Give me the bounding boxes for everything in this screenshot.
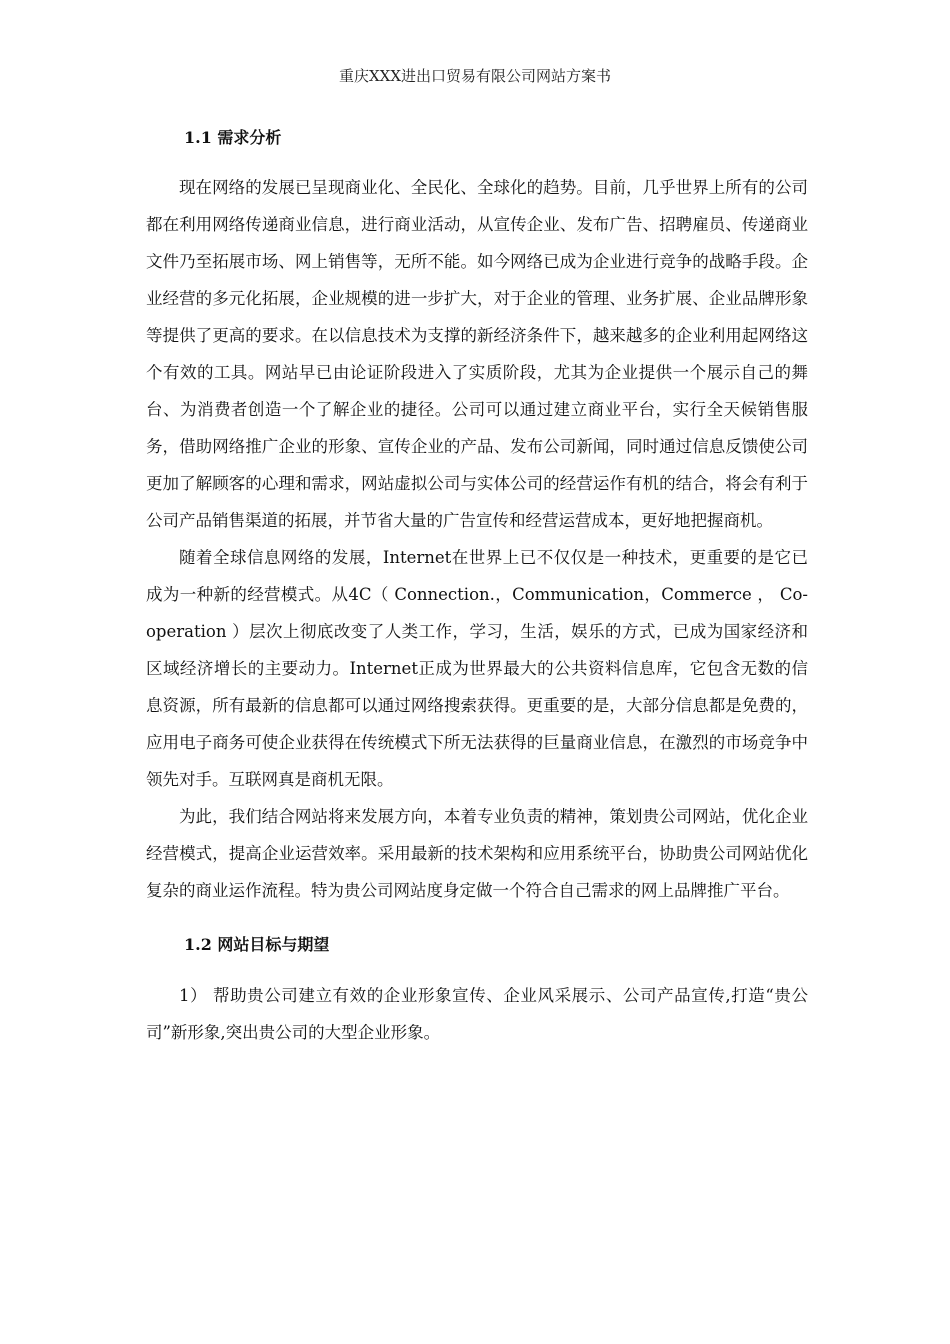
paragraph-demand-3: 为此，我们结合网站将来发展方向，本着专业负责的精神，策划贵公司网站，优化企业经营模式，提高企业运营效率。采用最新的技术架构和应用系统平台，协助贵公司网站优化复杂的商业运作流程。特为贵公司网站度身定做一个符合自己需求的网上品牌推广平台。 xyxy=(146,807,808,900)
paragraph-goal-1: 1） 帮助贵公司建立有效的企业形象宣传、企业风采展示、公司产品宣传,打造“贵公司”新形象,突出贵公司的大型企业形象。 xyxy=(146,986,808,1042)
paragraph-demand-2: 随着全球信息网络的发展，Internet在世界上已不仅仅是一种技术，更重要的是它已成为一种新的经营模式。从4C（ Connection.，Communication，Commerce ， Co-operation ）层次上彻底改变了人类工作，学习，生活，娱乐的方式，已成为国家经济和区域经济增长的主要动力。Internet正成为世界最大的公共资料信息库，它包含无数的信息资源，所有最新的信息都可以通过网络搜索获得。更重要的是，大部分信息都是免费的，应用电子商务可使企业获得在传统模式下所无法获得的巨量商业信息，在激烈的市场竞争中领先对手。互联网真是商机无限。 xyxy=(146,548,808,789)
section-heading-1-2: 1.2 网站目标与期望 xyxy=(184,935,330,954)
running-header: 重庆XXX进出口贸易有限公司网站方案书 xyxy=(338,67,612,85)
document-body xyxy=(146,122,808,1051)
section-heading-1-1: 1.1 需求分析 xyxy=(184,128,282,147)
paragraph-demand-1: 现在网络的发展已呈现商业化、全民化、全球化的趋势。目前，几乎世界上所有的公司都在利用网络传递商业信息，进行商业活动，从宣传企业、发布广告、招聘雇员、传递商业文件乃至拓展市场、网上销售等，无所不能。如今网络已成为企业进行竞争的战略手段。企业经营的多元化拓展，企业规模的进一步扩大，对于企业的管理、业务扩展、企业品牌形象等提供了更高的要求。在以信息技术为支撑的新经济条件下，越来越多的企业利用起网络这个有效的工具。网站早已由论证阶段进入了实质阶段，尤其为企业提供一个展示自己的舞台、为消费者创造一个了解企业的捷径。公司可以通过建立商业平台，实行全天候销售服务，借助网络推广企业的形象、宣传企业的产品、发布公司新闻，同时通过信息反馈使公司更加了解顾客的心理和需求，网站虚拟公司与实体公司的经营运作有机的结合，将会有利于公司产品销售渠道的拓展，并节省大量的广告宣传和经营运营成本，更好地把握商机。 xyxy=(146,178,808,530)
